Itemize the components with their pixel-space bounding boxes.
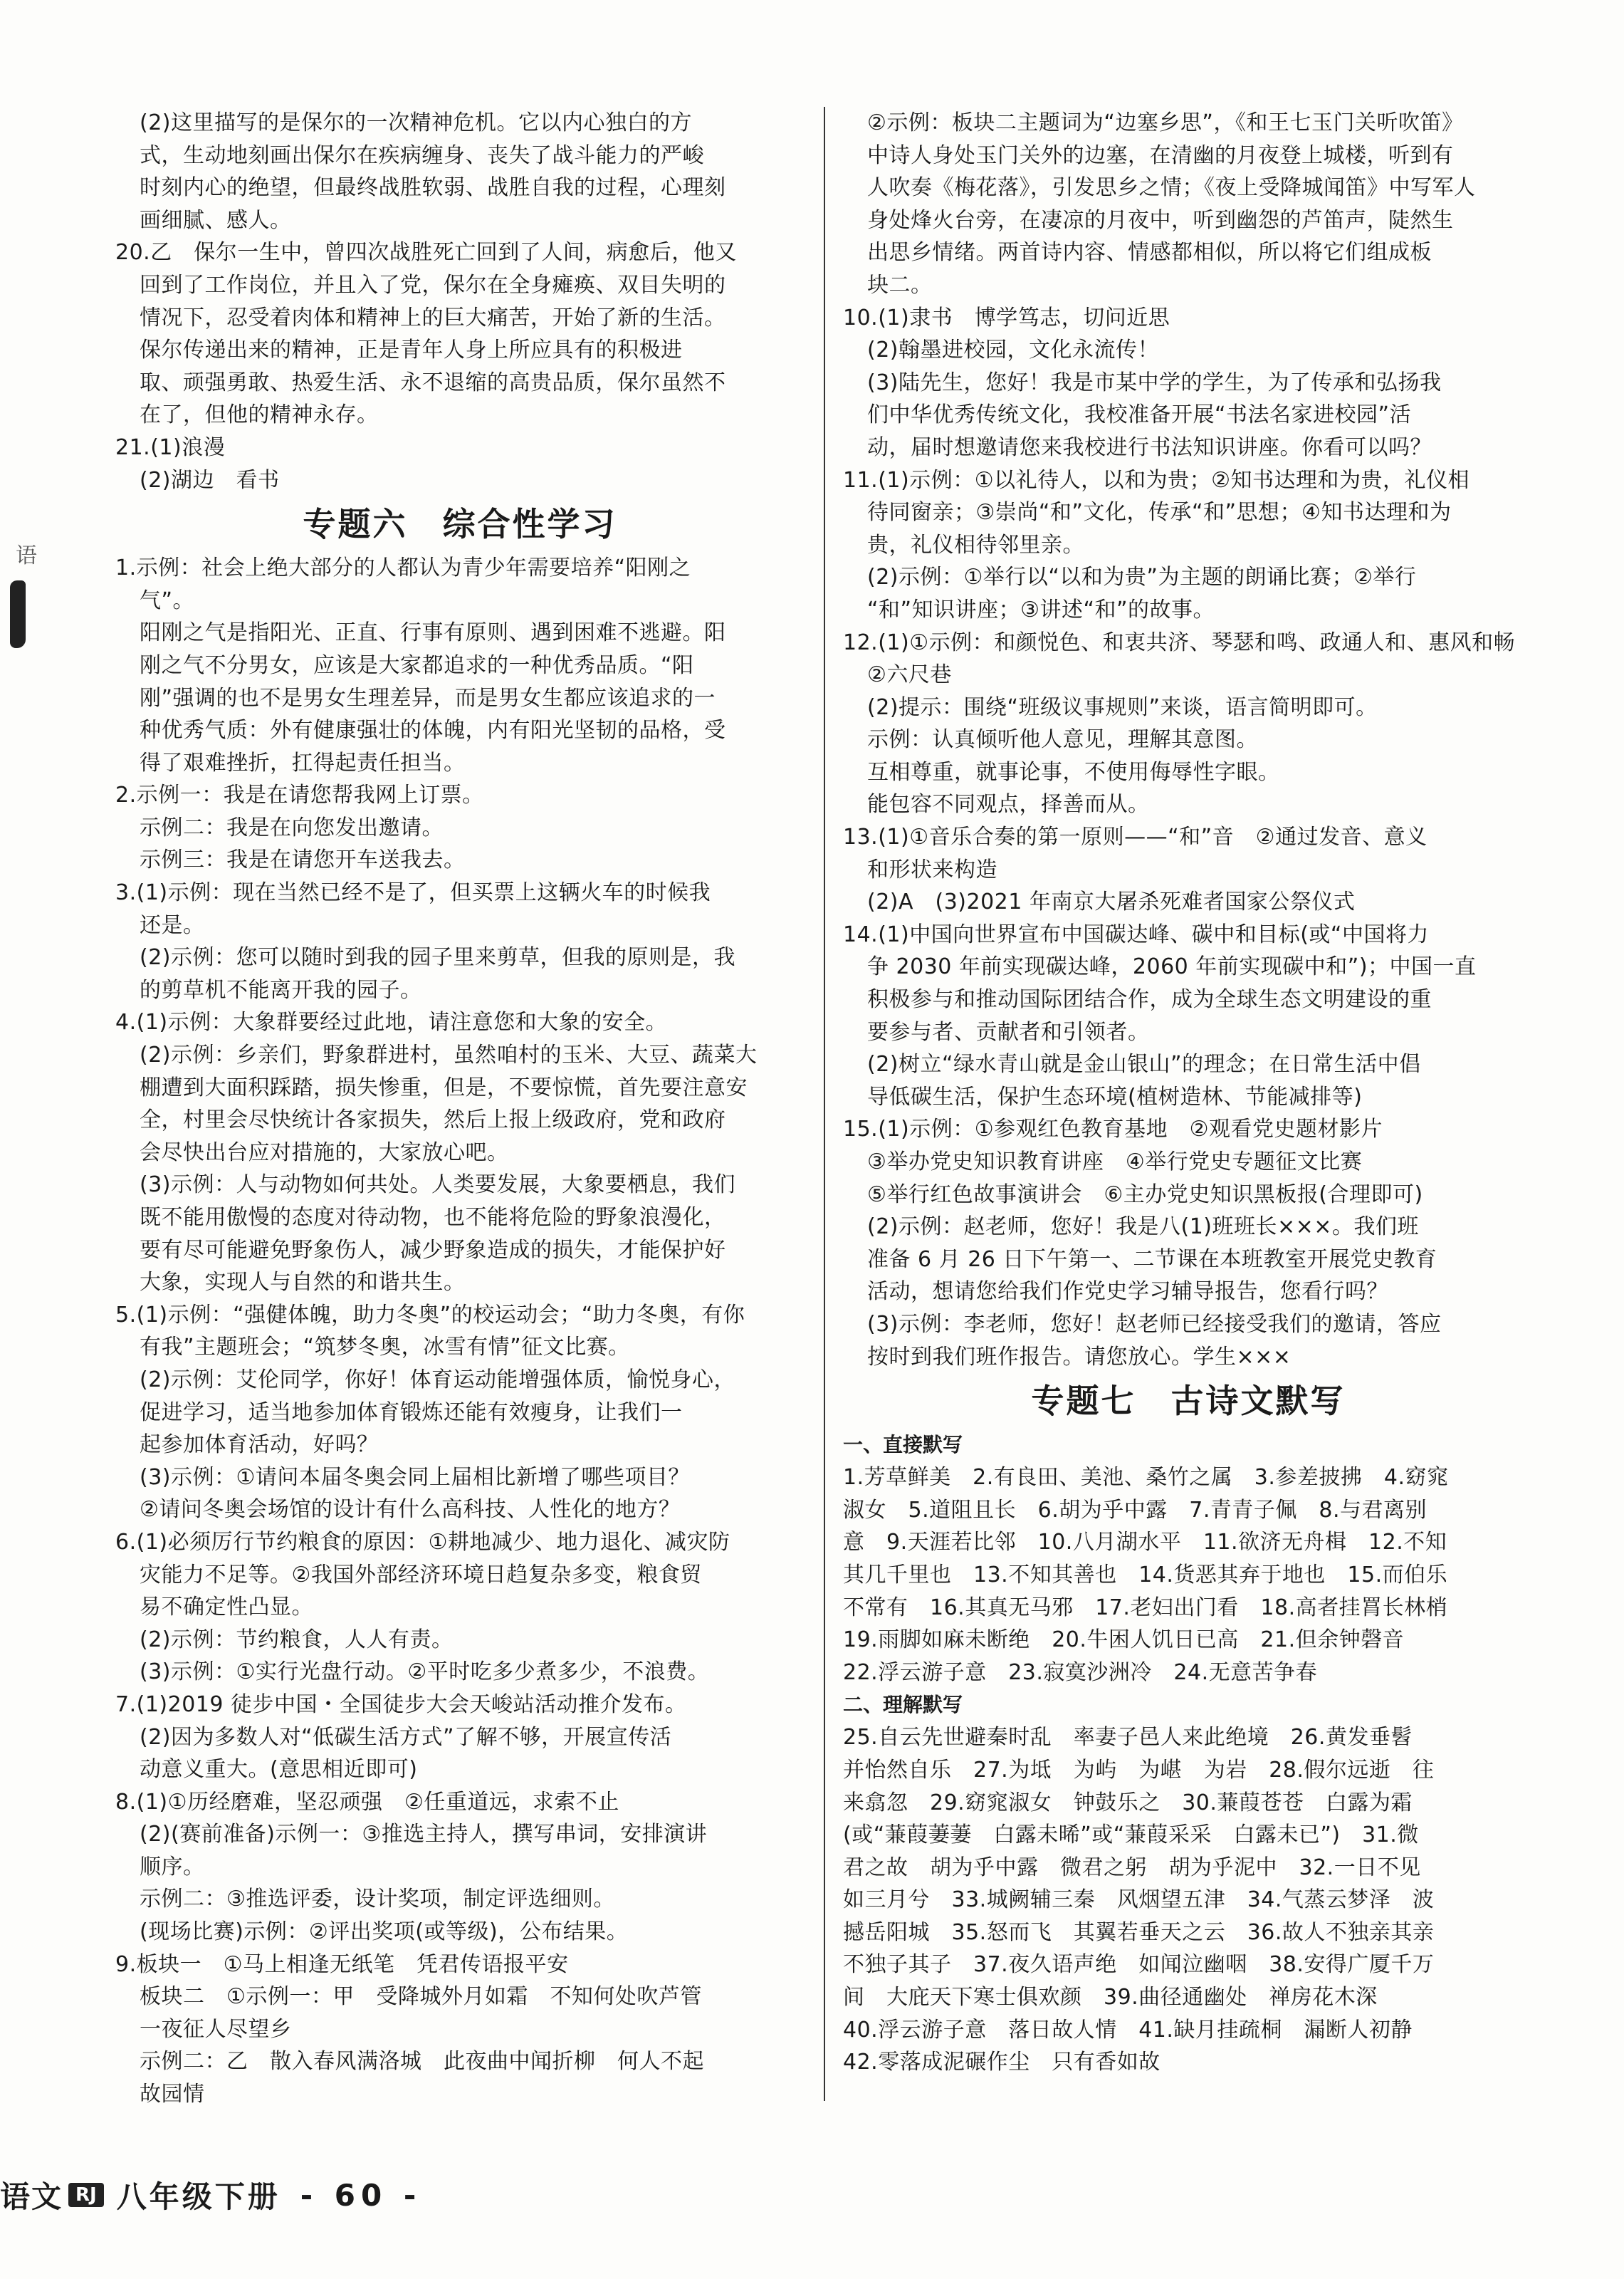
text-line: 的剪草机不能离开我的园子。 — [140, 977, 422, 1003]
footer-edition-badge: RJ — [68, 2183, 104, 2207]
text-line: 积极参与和推动国际团结合作，成为全球生态文明建设的重 — [867, 987, 1432, 1013]
text-line: (2)(赛前准备)示例一：③推选主持人，撰写串词，安排演讲 — [140, 1822, 708, 1847]
text-line: 示例二：乙 散入春风满洛城 此夜曲中闻折柳 何人不起 — [140, 2049, 704, 2075]
footer-grade: 八年级下册 — [116, 2179, 281, 2214]
text-line: 在了，但他的精神永存。 — [140, 402, 379, 428]
text-line: 取、顽强勇敢、热爱生活、永不退缩的高贵品质，保尔虽然不 — [140, 370, 726, 395]
text-line: 和形状来构造 — [867, 857, 997, 882]
text-line: 撼岳阳城 35.怒而飞 其翼若垂天之云 36.故人不独亲其亲 — [843, 1919, 1435, 1945]
text-line: 时刻内心的绝望，但最终战胜软弱、战胜自我的过程，心理刻 — [140, 175, 726, 201]
text-line: (3)示例：①实行光盘行动。②平时吃多少煮多少，不浪费。 — [140, 1659, 710, 1685]
text-line: 1.芳草鲜美 2.有良田、美池、桑竹之属 3.参差披拂 4.窈窕 — [843, 1465, 1449, 1491]
text-line: (2)提示：围绕“班级议事规则”来谈，语言简明即可。 — [867, 694, 1378, 720]
text-line: 大象，实现人与自然的和谐共生。 — [140, 1270, 466, 1295]
text-line: 1.示例：社会上绝大部分的人都认为青少年需要培养“阳刚之 — [115, 556, 691, 581]
text-line: 互相尊重，就事论事，不使用侮辱性字眼。 — [867, 759, 1280, 785]
text-line: 淑女 5.道阻且长 6.胡为乎中露 7.青青子佩 8.与君离别 — [843, 1497, 1427, 1523]
text-line: ⑤举行红色故事演讲会 ⑥主办党史知识黑板报(合理即可) — [867, 1182, 1423, 1207]
text-line: 促进学习，适当地参加体育锻炼还能有效瘦身，让我们一 — [140, 1399, 683, 1425]
text-line: 来翕忽 29.窈窕淑女 钟鼓乐之 30.蒹葭苍苍 白露为霜 — [843, 1790, 1413, 1815]
text-line: 如三月兮 33.城阙辅三秦 风烟望五津 34.气蒸云梦泽 波 — [843, 1887, 1435, 1913]
section-heading: 专题六 综合性学习 — [303, 505, 617, 544]
text-line: 3.(1)示例：现在当然已经不是了，但买票上这辆火车的时候我 — [115, 880, 711, 906]
text-line: (2)A (3)2021 年南京大屠杀死难者国家公祭仪式 — [867, 890, 1356, 915]
text-line: 导低碳生活，保护生态环境(植树造林、节能减排等) — [867, 1084, 1363, 1110]
text-line: (2)示例：艾伦同学，你好！体育运动能增强体质，愉悦身心， — [140, 1367, 735, 1392]
text-line: 回到了工作岗位，并且入了党，保尔在全身瘫痪、双目失明的 — [140, 272, 726, 298]
text-line: 13.(1)①音乐合奏的第一原则——“和”音 ②通过发音、意义 — [843, 825, 1427, 850]
text-line: 还是。 — [140, 912, 205, 938]
text-line: 出思乡情绪。两首诗内容、情感都相似，所以将它们组成板 — [867, 240, 1432, 266]
text-line: 式，生动地刻画出保尔在疾病缠身、丧失了战斗能力的严峻 — [140, 142, 704, 168]
text-line: 7.(1)2019 徒步中国・全国徒步大会天峻站活动推介发布。 — [115, 1691, 687, 1717]
text-line: 画细腻、感人。 — [140, 207, 292, 233]
text-line: 有我”主题班会；“筑梦冬奥，冰雪有情”征文比赛。 — [140, 1335, 630, 1360]
text-line: (2)树立“绿水青山就是金山银山”的理念；在日常生活中倡 — [867, 1052, 1421, 1078]
text-line: 顺序。 — [140, 1854, 205, 1879]
text-line: 11.(1)示例：①以礼待人，以和为贵；②知书达理和为贵，礼仪相 — [843, 467, 1470, 493]
text-line: 贵，礼仪相待邻里亲。 — [867, 532, 1084, 558]
text-line: 2.示例一：我是在请您帮我网上订票。 — [115, 783, 484, 808]
text-line: (2)这里描写的是保尔的一次精神危机。它以内心独白的方 — [140, 110, 692, 135]
text-line: 要有尽可能避免野象伤人，减少野象造成的损失，才能保护好 — [140, 1237, 726, 1263]
text-line: 得了艰难挫折，扛得起责任担当。 — [140, 750, 466, 776]
text-line: 易不确定性凸显。 — [140, 1595, 313, 1620]
text-line: 40.浮云游子意 落日故人情 41.缺月挂疏桐 漏断人初静 — [843, 2017, 1413, 2043]
text-line: 中诗人身处玉门关外的边塞，在清幽的月夜登上城楼，听到有 — [867, 142, 1454, 168]
text-line: 间 大庇天下寒士俱欢颜 39.曲径通幽处 禅房花木深 — [843, 1985, 1378, 2011]
margin-edge-text: 语 — [16, 543, 37, 568]
text-line: 保尔传递出来的精神，正是青年人身上所应具有的积极进 — [140, 338, 683, 363]
text-line: (2)因为多数人对“低碳生活方式”了解不够，开展宣传活 — [140, 1724, 672, 1750]
text-line: 21.(1)浪漫 — [115, 434, 226, 460]
text-line: 25.自云先世避秦时乱 率妻子邑人来此绝境 26.黄发垂髫 — [843, 1725, 1413, 1751]
text-line: (2)示例：乡亲们，野象群进村，虽然咱村的玉米、大豆、蔬菜大 — [140, 1043, 758, 1068]
text-line: (3)示例：①请问本届冬奥会同上届相比新增了哪些项目？ — [140, 1464, 690, 1490]
text-line: 并怡然自乐 27.为坻 为屿 为嵁 为岩 28.假尔远逝 往 — [843, 1757, 1435, 1783]
text-line: 6.(1)必须厉行节约粮食的原因：①耕地减少、地力退化、减灾防 — [115, 1529, 730, 1555]
text-line: (3)示例：李老师，您好！赵老师已经接受我们的邀请，答应 — [867, 1311, 1442, 1337]
text-line: 9.板块一 ①马上相逢无纸笔 凭君传语报平安 — [115, 1951, 569, 1977]
text-line: 既不能用傲慢的态度对待动物，也不能将危险的野象浪漫化， — [140, 1205, 726, 1230]
text-line: 君之故 胡为乎中露 微君之躬 胡为乎泥中 32.一日不见 — [843, 1855, 1421, 1880]
text-line: 气”。 — [140, 588, 195, 613]
text-line: 示例：认真倾听他人意见，理解其意图。 — [867, 727, 1258, 753]
text-line: 会尽快出台应对措施的，大家放心吧。 — [140, 1140, 509, 1165]
text-line: 要参与者、贡献者和引领者。 — [867, 1019, 1150, 1045]
subsection-heading: 二、理解默写 — [843, 1693, 963, 1717]
text-line: 全，村里会尽快统计各家损失，然后上报上级政府，党和政府 — [140, 1107, 726, 1133]
text-line: 12.(1)①示例：和颜悦色、和衷共济、琴瑟和鸣、政通人和、惠风和畅 — [843, 630, 1516, 655]
text-line: 阳刚之气是指阳光、正直、行事有原则、遇到困难不逃避。阳 — [140, 620, 726, 646]
text-line: 准备 6 月 26 日下午第一、二节课在本班教室开展党史教育 — [867, 1246, 1437, 1272]
text-line: 20.乙 保尔一生中，曾四次战胜死亡回到了人间，病愈后，他又 — [115, 240, 737, 266]
text-line: 活动，想请您给我们作党史学习辅导报告，您看行吗？ — [867, 1279, 1388, 1305]
text-line: (2)湖边 看书 — [140, 467, 280, 493]
text-line: 块二。 — [867, 272, 933, 298]
text-line: 19.雨脚如麻未断绝 20.牛困人饥日已高 21.但余钟磬音 — [843, 1627, 1405, 1653]
text-line: (2)示例：您可以随时到我的园子里来剪草，但我的原则是，我 — [140, 945, 735, 971]
text-line: 4.(1)示例：大象群要经过此地，请注意您和大象的安全。 — [115, 1010, 668, 1036]
right-column — [843, 107, 1534, 2079]
text-line: (或“蒹葭萋萋 白露未晞”或“蒹葭采采 白露未已”) 31.微 — [843, 1822, 1419, 1848]
text-line: (2)示例：赵老师，您好！我是八(1)班班长×××。我们班 — [867, 1214, 1419, 1240]
text-line: 起参加体育活动，好吗？ — [140, 1432, 379, 1458]
text-line: 身处烽火台旁，在凄凉的月夜中，听到幽怨的芦笛声，陡然生 — [867, 207, 1454, 233]
text-line: ②请问冬奥会场馆的设计有什么高科技、人性化的地方？ — [140, 1497, 681, 1523]
text-line: ②示例：板块二主题词为“边塞乡思”，《和王七玉门关听吹笛》 — [867, 110, 1464, 135]
text-line: 5.(1)示例：“强健体魄，助力冬奥”的校运动会；“助力冬奥，有你 — [115, 1302, 745, 1328]
text-line: ③举办党史知识教育讲座 ④举行党史专题征文比赛 — [867, 1149, 1363, 1174]
text-line: 一夜征人尽望乡 — [140, 2016, 292, 2042]
text-line: 争 2030 年前实现碳达峰，2060 年前实现碳中和”)；中国一直 — [867, 954, 1477, 980]
text-line: 情况下，忍受着肉体和精神上的巨大痛苦，开始了新的生活。 — [140, 305, 726, 330]
text-line: 刚之气不分男女，应该是大家都追求的一种优秀品质。“阳 — [140, 652, 694, 678]
text-line: (2)示例：①举行以“以和为贵”为主题的朗诵比赛；②举行 — [867, 565, 1417, 590]
text-line: 动，届时想邀请您来我校进行书法知识讲座。你看可以吗？ — [867, 434, 1432, 460]
text-line: 42.零落成泥碾作尘 只有香如故 — [843, 2050, 1161, 2075]
text-line: “和”知识讲座；③讲述“和”的故事。 — [867, 597, 1215, 622]
left-column — [115, 107, 805, 2111]
text-line: 灾能力不足等。②我国外部经济环境日趋复杂多变，粮食贸 — [140, 1562, 702, 1587]
text-line: 故园情 — [140, 2082, 205, 2107]
text-line: 15.(1)示例：①参观红色教育基地 ②观看党史题材影片 — [843, 1117, 1383, 1142]
text-line: 棚遭到大面积踩踏，损失惨重，但是，不要惊慌，首先要注意安 — [140, 1075, 748, 1100]
text-line: 示例三：我是在请您开车送我去。 — [140, 848, 466, 873]
footer-subject: 语文 — [0, 2179, 63, 2214]
text-line: 动意义重大。(意思相近即可) — [140, 1757, 418, 1783]
text-line: 22.浮云游子意 23.寂寞沙洲冷 24.无意苦争春 — [843, 1659, 1318, 1685]
subsection-heading: 一、直接默写 — [843, 1433, 963, 1457]
text-line: 能包容不同观点，择善而从。 — [867, 792, 1150, 818]
text-line: 意 9.天涯若比邻 10.八月湖水平 11.欲济无舟楫 12.不知 — [843, 1530, 1447, 1555]
text-line: (现场比赛)示例：②评出奖项(或等级)，公布结果。 — [140, 1919, 629, 1945]
text-line: 人吹奏《梅花落》，引发思乡之情；《夜上受降城闻笛》中写军人 — [867, 175, 1476, 201]
text-line: 示例二：③推选评委，设计奖项，制定评选细则。 — [140, 1887, 615, 1912]
column-divider — [824, 107, 825, 2101]
text-line: 不常有 16.其真无马邪 17.老妇出门看 18.高者挂罥长林梢 — [843, 1595, 1448, 1620]
text-line: (2)翰墨进校园，文化永流传！ — [867, 338, 1159, 363]
text-line: 10.(1)隶书 博学笃志，切问近思 — [843, 305, 1170, 330]
text-line: 刚”强调的也不是男女生理差异，而是男女生都应该追求的一 — [140, 685, 716, 711]
text-line: 14.(1)中国向世界宣布中国碳达峰、碳中和目标(或“中国将力 — [843, 922, 1429, 947]
section-heading: 专题七 古诗文默写 — [1031, 1382, 1346, 1421]
text-line: 们中华优秀传统文化，我校准备开展“书法名家进校园”活 — [867, 402, 1412, 428]
text-line: (3)陆先生，您好！我是市某中学的学生，为了传承和弘扬我 — [867, 370, 1442, 395]
page-footer — [0, 2174, 421, 2216]
text-line: 板块二 ①示例一：甲 受降城外月如霜 不知何处吹芦管 — [140, 1984, 702, 2010]
page-number: - 60 - — [300, 2177, 422, 2213]
text-line: (3)示例：人与动物如何共处。人类要发展，大象要栖息，我们 — [140, 1172, 735, 1198]
text-line: 按时到我们班作报告。请您放心。学生××× — [867, 1344, 1292, 1370]
text-line: (2)示例：节约粮食，人人有责。 — [140, 1627, 454, 1652]
text-line: 其几千里也 13.不知其善也 14.货恶其弃于地也 15.而伯乐 — [843, 1562, 1448, 1587]
text-line: 示例二：我是在向您发出邀请。 — [140, 815, 444, 840]
text-line: 不独子其子 37.夜久语声绝 如闻泣幽咽 38.安得广厦千万 — [843, 1952, 1435, 1978]
text-line: 种优秀气质：外有健康强壮的体魄，内有阳光坚韧的品格，受 — [140, 718, 726, 744]
margin-ink-mark — [10, 580, 26, 648]
text-line: ②六尺巷 — [867, 662, 952, 688]
text-line: 8.(1)①历经磨难，坚忍顽强 ②任重道远，求索不止 — [115, 1789, 619, 1815]
text-line: 待同窗亲；③崇尚“和”文化，传承“和”思想；④知书达理和为 — [867, 500, 1452, 526]
